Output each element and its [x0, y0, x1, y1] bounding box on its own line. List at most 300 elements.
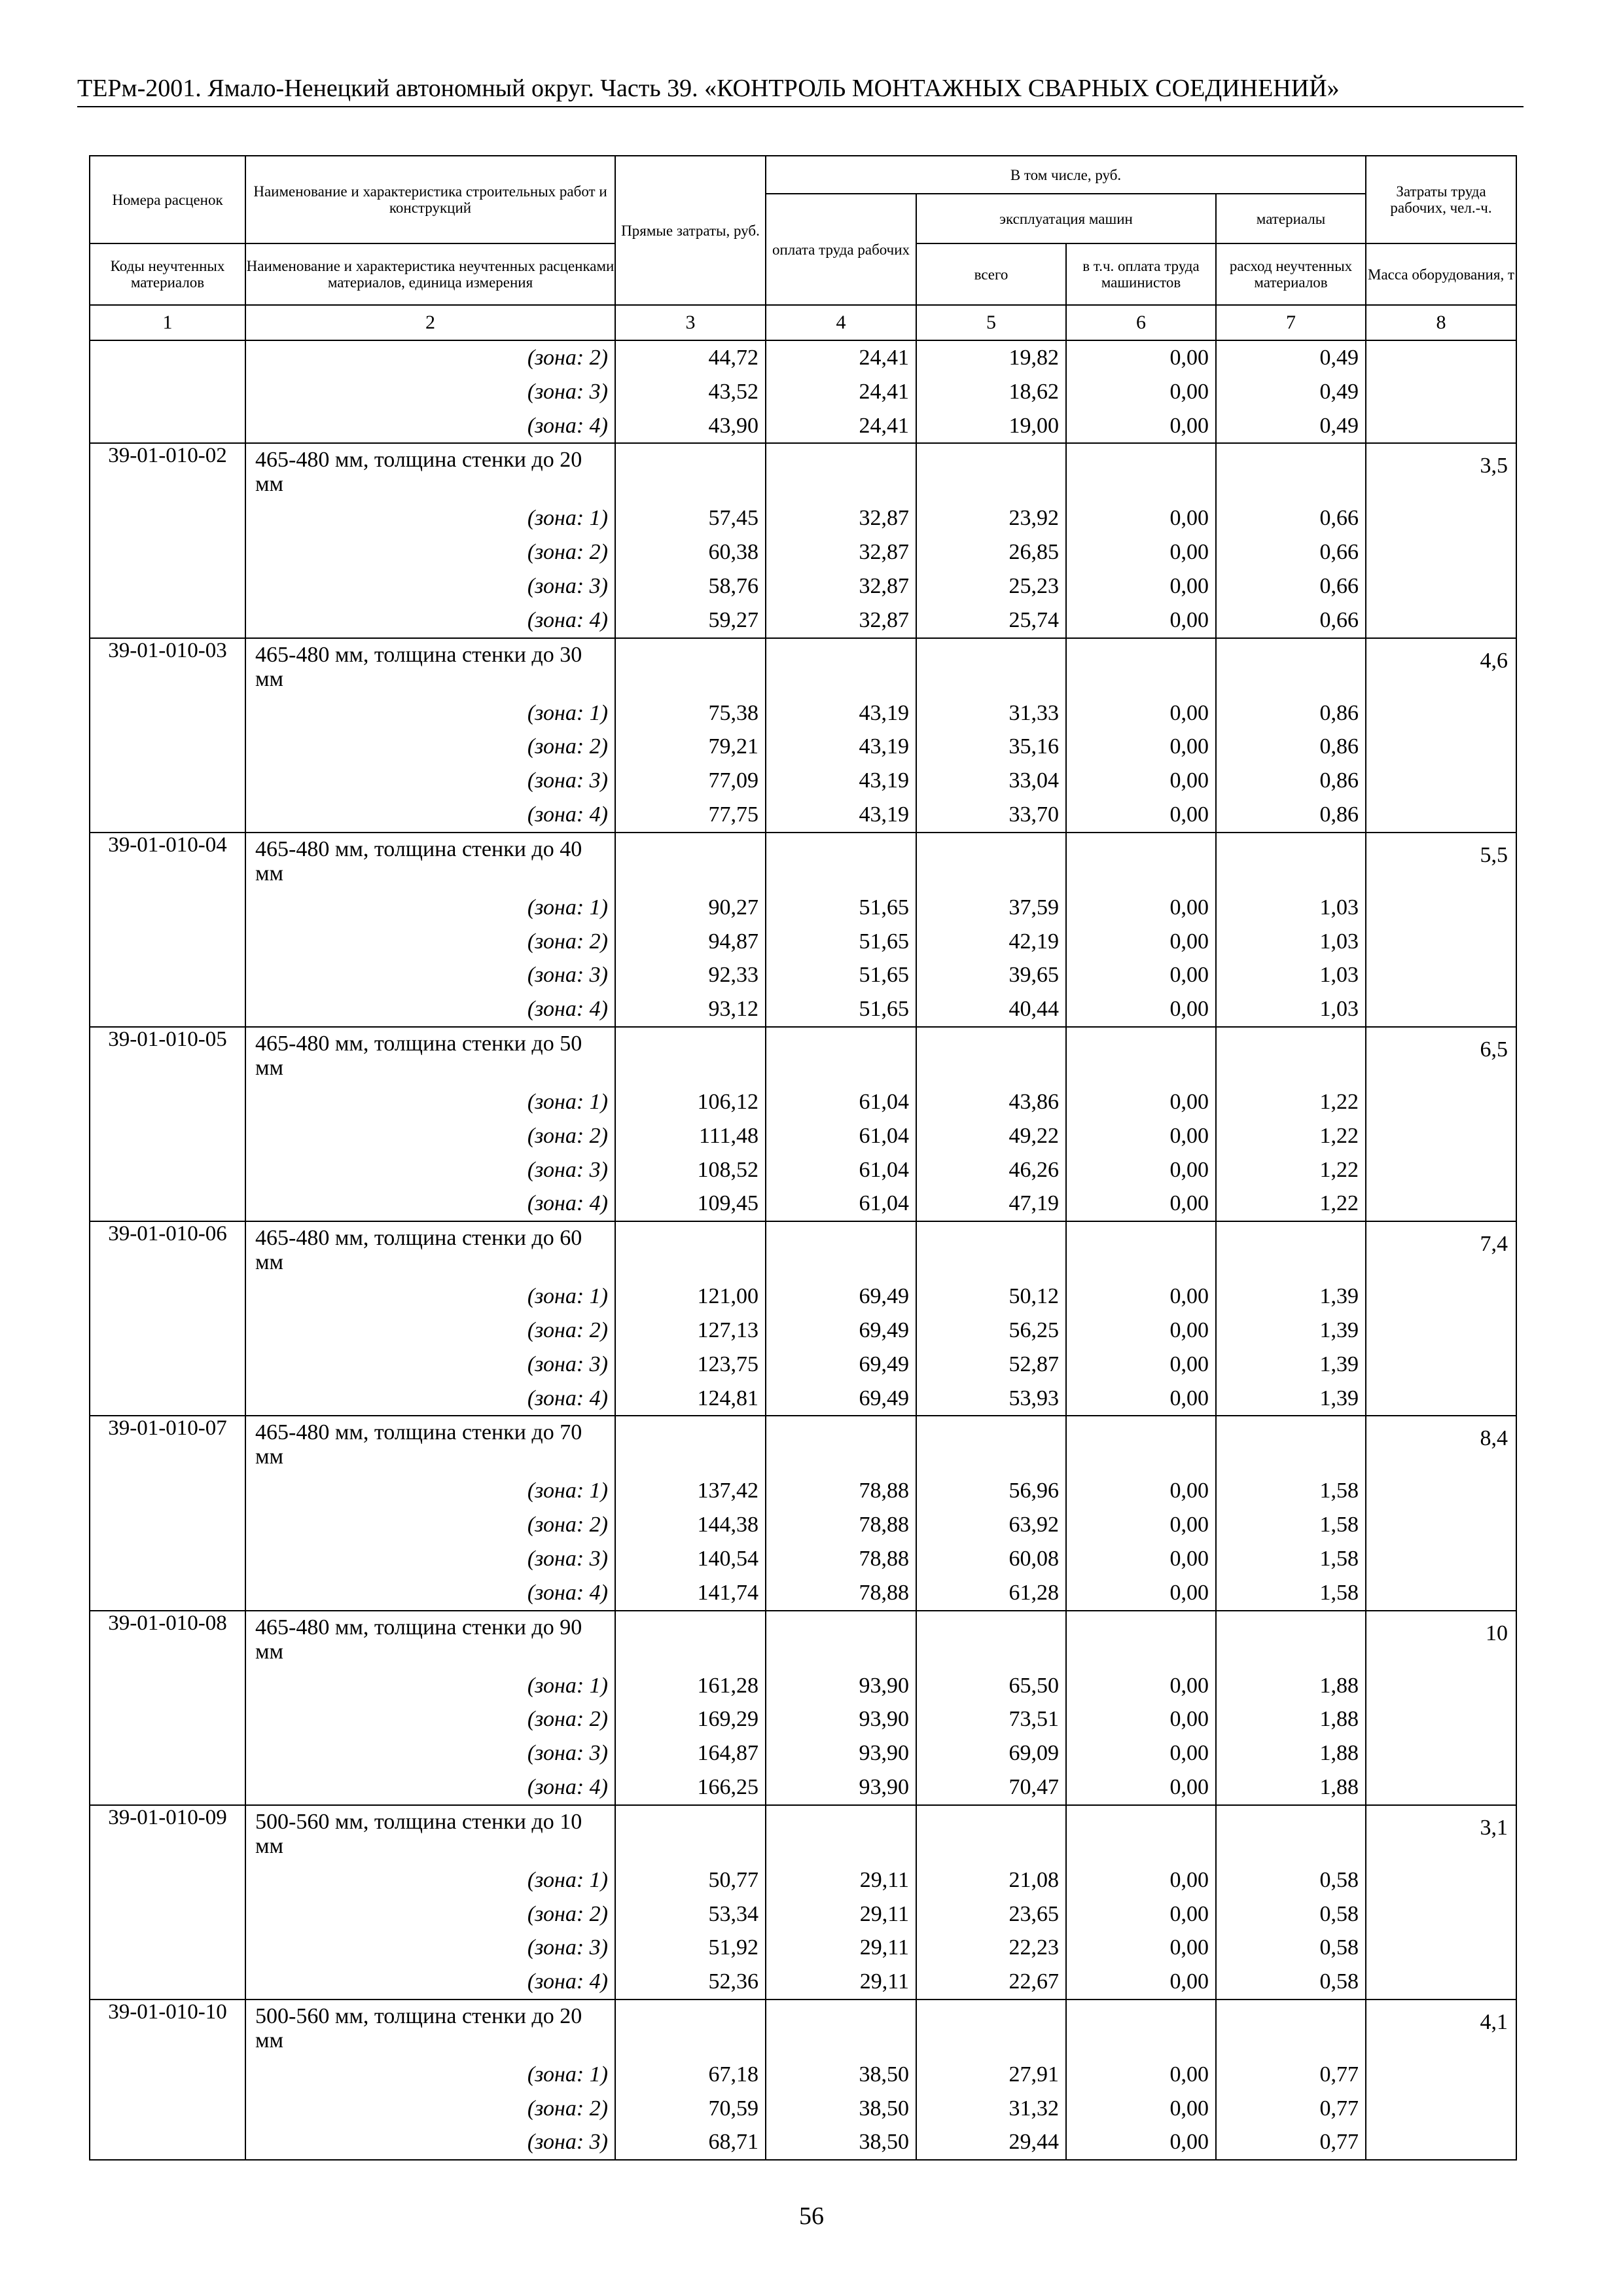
materials-cost-cell	[1216, 1416, 1366, 1610]
machines-total: 73,51	[1008, 1707, 1059, 1732]
machines-total: 27,91	[1008, 2062, 1059, 2087]
zone-label: (зона: 1)	[527, 700, 608, 725]
labor-pay: 29,11	[859, 1935, 909, 1960]
zone-label: (зона: 2)	[527, 1513, 608, 1537]
labor-costs-cell	[1366, 833, 1516, 1027]
materials-cost: 0,58	[1319, 1969, 1359, 1994]
rate-code: 39-01-010-08	[90, 1611, 245, 1805]
spacer	[1217, 833, 1365, 891]
machines-total: 52,87	[1008, 1352, 1059, 1376]
machinist-pay-cell	[1066, 833, 1216, 1027]
rate-group-row	[90, 1805, 1516, 2000]
machinist-pay-cell	[1066, 340, 1216, 443]
materials-cost: 0,77	[1319, 2130, 1359, 2155]
machinist-pay: 0,00	[1169, 1707, 1209, 1732]
materials-cost-cell	[1216, 443, 1366, 637]
labor-costs-cell	[1366, 638, 1516, 833]
zone-label: (зона: 3)	[527, 379, 608, 404]
zone-label: (зона: 3)	[527, 573, 608, 598]
machinist-pay: 0,00	[1169, 1513, 1209, 1537]
direct-cost-cell	[615, 1416, 766, 1610]
labor-pay: 69,49	[859, 1318, 909, 1342]
labor-pay-cell	[766, 2000, 916, 2160]
labor-pay: 32,87	[859, 573, 909, 598]
labor-pay-cell	[766, 1805, 916, 2000]
rate-code: 39-01-010-03	[90, 638, 245, 833]
materials-cost: 1,22	[1319, 1089, 1359, 1114]
zone-label: (зона: 4)	[527, 1191, 608, 1216]
machines-total: 43,86	[1008, 1089, 1059, 1114]
machinist-pay: 0,00	[1169, 1580, 1209, 1605]
zone-label: (зона: 1)	[527, 895, 608, 920]
rate-title: 465-480 мм, толщина стенки до 20 мм	[255, 448, 582, 497]
machines-total: 50,12	[1008, 1284, 1059, 1309]
rate-code: 39-01-010-09	[90, 1805, 245, 2000]
labor-pay: 24,41	[859, 379, 909, 404]
machines-total: 33,04	[1008, 768, 1059, 793]
header-equipment-mass: Масса оборудования, т	[1366, 243, 1516, 305]
machinist-pay: 0,00	[1169, 963, 1209, 988]
direct-cost-cell	[615, 340, 766, 443]
work-description-cell	[245, 833, 615, 1027]
materials-cost-cell	[1216, 638, 1366, 833]
spacer	[917, 1806, 1065, 1863]
column-number: 6	[1066, 305, 1216, 340]
direct-cost: 169,29	[697, 1707, 758, 1732]
materials-cost-cell	[1216, 1027, 1366, 1221]
zone-label: (зона: 2)	[527, 540, 608, 565]
machinist-pay: 0,00	[1169, 1318, 1209, 1342]
materials-cost: 1,22	[1319, 1123, 1359, 1148]
zone-label: (зона: 3)	[527, 1741, 608, 1766]
direct-cost: 90,27	[708, 895, 758, 920]
machinist-pay: 0,00	[1169, 1386, 1209, 1410]
machinist-pay: 0,00	[1169, 1935, 1209, 1960]
direct-cost: 43,52	[708, 379, 758, 404]
direct-cost: 79,21	[708, 734, 758, 759]
machinist-pay: 0,00	[1169, 1089, 1209, 1114]
direct-cost: 52,36	[708, 1969, 758, 1994]
machines-total: 31,32	[1008, 2096, 1059, 2121]
machines-total-cell	[916, 1416, 1066, 1610]
rate-group-row	[90, 1027, 1516, 1221]
labor-pay: 43,19	[859, 700, 909, 725]
work-description-cell	[245, 1805, 615, 2000]
spacer	[1067, 1416, 1215, 1474]
zone-label: (зона: 3)	[527, 1157, 608, 1182]
rate-code: 39-01-010-10	[90, 2000, 245, 2160]
zone-label: (зона: 3)	[527, 1546, 608, 1571]
rate-title: 465-480 мм, толщина стенки до 40 мм	[255, 836, 582, 886]
machinist-pay: 0,00	[1169, 700, 1209, 725]
materials-cost: 0,86	[1319, 734, 1359, 759]
machines-total-cell	[916, 2000, 1066, 2160]
labor-pay: 51,65	[859, 963, 909, 988]
direct-cost: 60,38	[708, 540, 758, 565]
materials-cost: 0,86	[1319, 802, 1359, 827]
materials-cost-cell	[1216, 833, 1366, 1027]
machinist-pay: 0,00	[1169, 802, 1209, 827]
direct-cost: 124,81	[697, 1386, 758, 1410]
direct-cost: 68,71	[708, 2130, 758, 2155]
machinist-pay: 0,00	[1169, 1352, 1209, 1376]
spacer	[917, 2000, 1065, 2058]
machinist-pay-cell	[1066, 638, 1216, 833]
machines-total: 42,19	[1008, 929, 1059, 954]
machines-total-cell	[916, 1221, 1066, 1416]
direct-cost: 166,25	[697, 1774, 758, 1799]
direct-cost: 108,52	[697, 1157, 758, 1182]
rate-title: 465-480 мм, толщина стенки до 30 мм	[255, 642, 582, 691]
zone-label: (зона: 4)	[527, 802, 608, 827]
direct-cost-cell	[615, 2000, 766, 2160]
spacer	[917, 833, 1065, 891]
materials-cost: 1,39	[1319, 1284, 1359, 1309]
materials-cost-cell	[1216, 1805, 1366, 2000]
spacer	[1217, 1806, 1365, 1863]
zone-label: (зона: 2)	[527, 1123, 608, 1148]
spacer	[1067, 2000, 1215, 2058]
labor-pay: 93,90	[859, 1774, 909, 1799]
zone-label: (зона: 1)	[527, 1479, 608, 1503]
direct-cost: 161,28	[697, 1673, 758, 1698]
spacer	[616, 1611, 765, 1669]
direct-cost: 75,38	[708, 700, 758, 725]
materials-cost: 1,88	[1319, 1774, 1359, 1799]
labor-costs-cell	[1366, 2000, 1516, 2160]
direct-cost: 92,33	[708, 963, 758, 988]
spacer	[766, 1806, 916, 1863]
header-labor-costs: Затраты труда рабочих, чел.-ч.	[1366, 156, 1516, 243]
machinist-pay: 0,00	[1169, 346, 1209, 370]
header-unaccounted-consumption: расход неучтенных материалов	[1216, 243, 1366, 305]
rate-title: 465-480 мм, толщина стенки до 50 мм	[255, 1031, 582, 1080]
work-description-cell	[245, 1027, 615, 1221]
labor-costs-value: 8,4	[1480, 1426, 1508, 1451]
labor-costs-value: 4,1	[1480, 2009, 1508, 2034]
direct-cost: 51,92	[708, 1935, 758, 1960]
spacer	[616, 639, 765, 696]
direct-cost: 67,18	[708, 2062, 758, 2087]
labor-pay: 61,04	[859, 1089, 909, 1114]
rate-title: 465-480 мм, толщина стенки до 70 мм	[255, 1420, 582, 1469]
machinist-pay: 0,00	[1169, 2096, 1209, 2121]
spacer	[1067, 1028, 1215, 1085]
spacer	[766, 1222, 916, 1280]
materials-cost-cell	[1216, 1221, 1366, 1416]
spacer	[616, 1222, 765, 1280]
column-number: 3	[615, 305, 766, 340]
materials-cost: 0,66	[1319, 607, 1359, 632]
rate-group-row	[90, 2000, 1516, 2160]
machinist-pay-cell	[1066, 1027, 1216, 1221]
spacer	[616, 1806, 765, 1863]
spacer	[1067, 639, 1215, 696]
direct-cost: 59,27	[708, 607, 758, 632]
zone-label: (зона: 1)	[527, 506, 608, 531]
price-table	[89, 155, 1517, 2161]
spacer	[1067, 1806, 1215, 1863]
machinist-pay: 0,00	[1169, 573, 1209, 598]
labor-costs-cell	[1366, 1805, 1516, 2000]
rate-title: 500-560 мм, толщина стенки до 20 мм	[255, 2003, 582, 2053]
machines-total: 19,82	[1008, 346, 1059, 370]
rate-group-row	[90, 1611, 1516, 1805]
machinist-pay: 0,00	[1169, 506, 1209, 531]
direct-cost-cell	[615, 1611, 766, 1805]
materials-cost: 1,22	[1319, 1191, 1359, 1216]
machines-total: 37,59	[1008, 895, 1059, 920]
machinist-pay: 0,00	[1169, 1867, 1209, 1892]
machinist-pay: 0,00	[1169, 1157, 1209, 1182]
machines-total: 33,70	[1008, 802, 1059, 827]
machines-total-cell	[916, 1805, 1066, 2000]
spacer	[1217, 639, 1365, 696]
labor-pay: 43,19	[859, 802, 909, 827]
zone-label: (зона: 3)	[527, 1935, 608, 1960]
rate-group-row	[90, 1416, 1516, 1610]
direct-cost: 77,75	[708, 802, 758, 827]
spacer	[1217, 444, 1365, 501]
machines-total: 65,50	[1008, 1673, 1059, 1698]
materials-cost-cell	[1216, 1611, 1366, 1805]
spacer	[616, 833, 765, 891]
direct-cost: 44,72	[708, 346, 758, 370]
zone-label: (зона: 2)	[527, 346, 608, 370]
machinist-pay: 0,00	[1169, 768, 1209, 793]
direct-cost: 123,75	[697, 1352, 758, 1376]
labor-pay: 93,90	[859, 1741, 909, 1766]
machinist-pay: 0,00	[1169, 540, 1209, 565]
header-labor-pay: оплата труда рабочих	[766, 194, 916, 305]
zone-label: (зона: 4)	[527, 1580, 608, 1605]
rate-code	[90, 340, 245, 443]
materials-cost: 0,58	[1319, 1935, 1359, 1960]
spacer	[917, 1222, 1065, 1280]
column-number: 5	[916, 305, 1066, 340]
materials-cost: 0,66	[1319, 540, 1359, 565]
zone-label: (зона: 4)	[527, 1774, 608, 1799]
machinist-pay: 0,00	[1169, 1123, 1209, 1148]
labor-pay: 78,88	[859, 1513, 909, 1537]
labor-pay-cell	[766, 1221, 916, 1416]
zone-label: (зона: 3)	[527, 963, 608, 988]
zone-label: (зона: 2)	[527, 1901, 608, 1926]
page-header: ТЕРм-2001. Ямало-Ненецкий автономный округ. Часть 39. «КОНТРОЛЬ МОНТАЖНЫХ СВАРНЫХ СОЕДИНЕНИЙ»	[77, 75, 1340, 102]
labor-costs-cell	[1366, 1416, 1516, 1610]
spacer	[917, 1611, 1065, 1669]
machines-total: 19,00	[1008, 413, 1059, 438]
labor-pay: 32,87	[859, 506, 909, 531]
labor-pay: 69,49	[859, 1284, 909, 1309]
machinist-pay-cell	[1066, 1611, 1216, 1805]
materials-cost: 0,49	[1319, 413, 1359, 438]
zone-label: (зона: 2)	[527, 1318, 608, 1342]
direct-cost: 58,76	[708, 573, 758, 598]
labor-pay: 61,04	[859, 1191, 909, 1216]
materials-cost: 1,39	[1319, 1386, 1359, 1410]
work-description-cell	[245, 2000, 615, 2160]
direct-cost: 70,59	[708, 2096, 758, 2121]
machines-total: 40,44	[1008, 997, 1059, 1022]
machines-total: 18,62	[1008, 379, 1059, 404]
header-machinist-pay: в т.ч. оплата труда машинистов	[1066, 243, 1216, 305]
materials-cost: 1,58	[1319, 1513, 1359, 1537]
machines-total: 61,28	[1008, 1580, 1059, 1605]
materials-cost: 1,39	[1319, 1352, 1359, 1376]
machines-total: 70,47	[1008, 1774, 1059, 1799]
rate-title: 465-480 мм, толщина стенки до 60 мм	[255, 1226, 582, 1275]
labor-costs-cell	[1366, 1611, 1516, 1805]
direct-cost: 106,12	[697, 1089, 758, 1114]
materials-cost-cell	[1216, 2000, 1366, 2160]
materials-cost: 0,66	[1319, 573, 1359, 598]
materials-cost: 1,03	[1319, 929, 1359, 954]
machines-total: 26,85	[1008, 540, 1059, 565]
zone-label: (зона: 4)	[527, 607, 608, 632]
labor-costs-value: 6,5	[1480, 1037, 1508, 1062]
machines-total: 29,44	[1008, 2130, 1059, 2155]
materials-cost: 1,58	[1319, 1546, 1359, 1571]
machines-total: 60,08	[1008, 1546, 1059, 1571]
spacer	[1067, 1611, 1215, 1669]
zone-label: (зона: 4)	[527, 413, 608, 438]
zone-label: (зона: 3)	[527, 2130, 608, 2155]
direct-cost: 93,12	[708, 997, 758, 1022]
labor-costs-value: 3,1	[1480, 1815, 1508, 1840]
machinist-pay: 0,00	[1169, 413, 1209, 438]
machines-total: 23,65	[1008, 1901, 1059, 1926]
labor-pay: 43,19	[859, 734, 909, 759]
spacer	[766, 639, 916, 696]
machinist-pay: 0,00	[1169, 607, 1209, 632]
machines-total: 47,19	[1008, 1191, 1059, 1216]
spacer	[616, 1416, 765, 1474]
direct-cost: 43,90	[708, 413, 758, 438]
spacer	[766, 1611, 916, 1669]
column-number: 2	[245, 305, 615, 340]
header-direct-costs: Прямые затраты, руб.	[615, 156, 766, 305]
labor-pay: 38,50	[859, 2062, 909, 2087]
machinist-pay: 0,00	[1169, 1741, 1209, 1766]
machines-total: 63,92	[1008, 1513, 1059, 1537]
zone-label: (зона: 3)	[527, 768, 608, 793]
labor-pay: 78,88	[859, 1546, 909, 1571]
zone-label: (зона: 2)	[527, 1707, 608, 1732]
labor-costs-cell	[1366, 1221, 1516, 1416]
labor-pay: 29,11	[859, 1901, 909, 1926]
zone-label: (зона: 4)	[527, 997, 608, 1022]
machinist-pay: 0,00	[1169, 1673, 1209, 1698]
header-work-name: Наименование и характеристика строительных работ и конструкций	[245, 156, 615, 243]
spacer	[766, 833, 916, 891]
labor-costs-cell	[1366, 443, 1516, 637]
labor-pay: 24,41	[859, 413, 909, 438]
labor-pay-cell	[766, 340, 916, 443]
rate-code: 39-01-010-07	[90, 1416, 245, 1610]
spacer	[766, 444, 916, 501]
materials-cost: 1,88	[1319, 1673, 1359, 1698]
rate-code: 39-01-010-05	[90, 1027, 245, 1221]
direct-cost: 141,74	[697, 1580, 758, 1605]
labor-costs-cell	[1366, 340, 1516, 443]
machines-total: 35,16	[1008, 734, 1059, 759]
zone-label: (зона: 3)	[527, 1352, 608, 1376]
machinist-pay: 0,00	[1169, 1969, 1209, 1994]
machines-total-cell	[916, 638, 1066, 833]
machinist-pay: 0,00	[1169, 997, 1209, 1022]
zone-label: (зона: 2)	[527, 734, 608, 759]
materials-cost: 0,86	[1319, 768, 1359, 793]
header-machines-total: всего	[916, 243, 1066, 305]
labor-pay-cell	[766, 638, 916, 833]
labor-pay: 93,90	[859, 1707, 909, 1732]
materials-cost: 0,49	[1319, 379, 1359, 404]
machinist-pay-cell	[1066, 2000, 1216, 2160]
column-number-row	[90, 305, 1516, 340]
labor-pay: 29,11	[859, 1867, 909, 1892]
work-description-cell	[245, 638, 615, 833]
machines-total: 25,23	[1008, 573, 1059, 598]
labor-pay: 51,65	[859, 895, 909, 920]
labor-pay: 29,11	[859, 1969, 909, 1994]
rate-title: 500-560 мм, толщина стенки до 10 мм	[255, 1809, 582, 1858]
column-number: 8	[1366, 305, 1516, 340]
spacer	[766, 2000, 916, 2058]
labor-pay: 38,50	[859, 2130, 909, 2155]
materials-cost: 1,22	[1319, 1157, 1359, 1182]
direct-cost-cell	[615, 638, 766, 833]
zone-label: (зона: 1)	[527, 1284, 608, 1309]
materials-cost: 1,39	[1319, 1318, 1359, 1342]
machinist-pay-cell	[1066, 443, 1216, 637]
labor-pay: 69,49	[859, 1352, 909, 1376]
materials-cost: 1,58	[1319, 1580, 1359, 1605]
spacer	[1217, 1416, 1365, 1474]
materials-cost: 1,88	[1319, 1707, 1359, 1732]
direct-cost: 137,42	[697, 1479, 758, 1503]
rate-code: 39-01-010-02	[90, 443, 245, 637]
materials-cost: 1,03	[1319, 963, 1359, 988]
direct-cost: 50,77	[708, 1867, 758, 1892]
machines-total-cell	[916, 443, 1066, 637]
machinist-pay: 0,00	[1169, 929, 1209, 954]
rate-code: 39-01-010-04	[90, 833, 245, 1027]
header-materials: материалы	[1216, 194, 1366, 243]
header-unaccounted-codes: Коды неучтенных материалов	[90, 243, 245, 305]
rate-group-row	[90, 340, 1516, 443]
direct-cost-cell	[615, 1221, 766, 1416]
labor-costs-value: 4,6	[1480, 648, 1508, 673]
spacer	[1067, 1222, 1215, 1280]
machines-total: 46,26	[1008, 1157, 1059, 1182]
materials-cost-cell	[1216, 340, 1366, 443]
work-description-cell	[245, 443, 615, 637]
machines-total: 39,65	[1008, 963, 1059, 988]
direct-cost-cell	[615, 1805, 766, 2000]
spacer	[766, 1416, 916, 1474]
zone-label: (зона: 1)	[527, 1673, 608, 1698]
direct-cost: 127,13	[697, 1318, 758, 1342]
work-description-cell	[245, 1416, 615, 1610]
machines-total-cell	[916, 340, 1066, 443]
labor-pay: 61,04	[859, 1123, 909, 1148]
direct-cost-cell	[615, 443, 766, 637]
spacer	[917, 444, 1065, 501]
spacer	[1067, 444, 1215, 501]
spacer	[917, 1416, 1065, 1474]
labor-pay-cell	[766, 1611, 916, 1805]
